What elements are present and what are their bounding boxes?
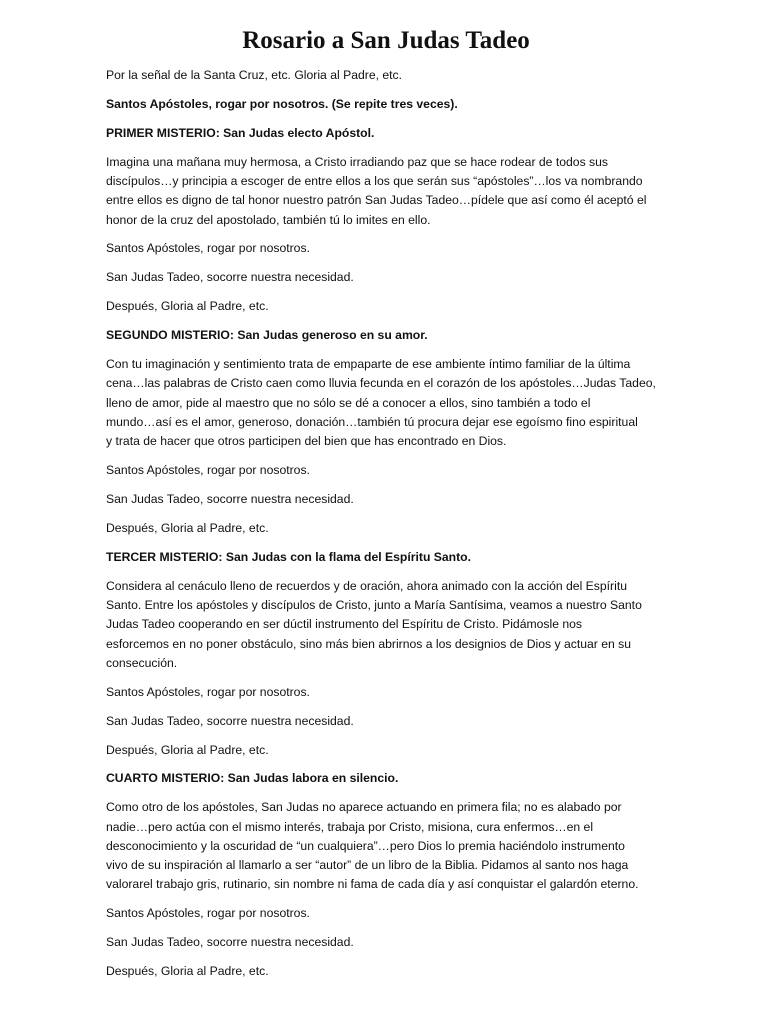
paragraph — [106, 962, 666, 981]
paragraph — [106, 798, 666, 894]
text-line: Imagina una mañana muy hermosa, a Cristo irradiando paz que se hace rodear de todos sus — [106, 154, 609, 169]
section-heading — [106, 548, 666, 567]
paragraph — [106, 519, 666, 538]
text-line: TERCER MISTERIO: San Judas con la flama del Espíritu Santo. — [106, 549, 472, 564]
text-line: consecución. — [106, 655, 178, 670]
paragraph — [106, 577, 666, 673]
text-line: esforcemos en no poner obstáculo, sino más bien abrirnos a los designios de Dios y actuar en su — [106, 636, 632, 651]
text-line: mundo…así es el amor, generoso, donación…también tú procura dejar ese egoísmo fino espiritual — [106, 414, 638, 429]
document-body — [106, 66, 666, 981]
paragraph — [106, 355, 666, 451]
text-line: San Judas Tadeo, socorre nuestra necesidad. — [106, 713, 354, 728]
text-line: honor de la cruz del apostolado, también tú lo imites en ello. — [106, 212, 431, 227]
text-line: valorarel trabajo gris, rutinario, sin nombre ni fama de cada día y así conquistar el galardón eterno. — [106, 877, 639, 892]
text-line: Considera al cenáculo lleno de recuerdos y de oración, ahora animado con la acción del Espíritu — [106, 578, 627, 593]
section-heading — [106, 769, 666, 788]
paragraph — [106, 741, 666, 760]
paragraph — [106, 712, 666, 731]
text-line: Judas Tadeo cooperando en ser dúctil instrumento del Espíritu de Cristo. Pidámosle nos — [106, 617, 583, 632]
text-line: desconocimiento y la oscuridad de “un cualquiera”…pero Dios lo premia haciéndolo instrumento — [106, 838, 625, 853]
text-line: Después, Gloria al Padre, etc. — [106, 742, 269, 757]
paragraph — [106, 683, 666, 702]
paragraph — [106, 933, 666, 952]
text-line: Santo. Entre los apóstoles y discípulos de Cristo, junto a María Santísima, veamos a nuestro Santo — [106, 597, 642, 612]
text-line: Santos Apóstoles, rogar por nosotros. — [106, 684, 310, 699]
text-line: San Judas Tadeo, socorre nuestra necesidad. — [106, 935, 354, 950]
text-line: cena…las palabras de Cristo caen como lluvia fecunda en el corazón de los apóstoles…Judas Tadeo, — [106, 376, 656, 391]
text-line: Después, Gloria al Padre, etc. — [106, 520, 269, 535]
text-line: CUARTO MISTERIO: San Judas labora en silencio. — [106, 771, 399, 786]
text-line: Por la señal de la Santa Cruz, etc. Gloria al Padre, etc. — [106, 68, 403, 82]
paragraph — [106, 268, 666, 287]
document-title: Rosario a San Judas Tadeo — [242, 27, 530, 54]
paragraph — [106, 490, 666, 509]
text-line: Después, Gloria al Padre, etc. — [106, 299, 269, 314]
text-line: Como otro de los apóstoles, San Judas no aparece actuando en primera fila; no es alabado por — [106, 800, 622, 815]
paragraph — [106, 239, 666, 258]
section-heading — [106, 95, 666, 114]
paragraph — [106, 904, 666, 923]
text-line: Santos Apóstoles, rogar por nosotros. — [106, 906, 310, 921]
text-line: Santos Apóstoles, rogar por nosotros. — [106, 241, 310, 256]
section-heading — [106, 124, 666, 143]
paragraph — [106, 297, 666, 316]
text-line: vivo de su inspiración al llamarlo a ser “autor” de un libro de la Biblia. Pidamos al santo nos haga — [106, 858, 629, 873]
text-line: lleno de amor, pide al maestro que no sólo se dé a conocer a ellos, sino también a todo el — [106, 395, 591, 410]
text-line: Con tu imaginación y sentimiento trata de empaparte de ese ambiente íntimo familiar de la última — [106, 357, 631, 372]
paragraph — [106, 461, 666, 480]
text-line: Después, Gloria al Padre, etc. — [106, 964, 269, 979]
text-line: discípulos…y principia a escoger de entre ellos a los que serán sus “apóstoles”…los va nombrando — [106, 173, 643, 188]
section-heading — [106, 326, 666, 345]
paragraph — [106, 153, 666, 230]
text-line: y trata de hacer que otros participen del bien que has encontrado en Dios. — [106, 434, 507, 449]
text-line: San Judas Tadeo, socorre nuestra necesidad. — [106, 491, 354, 506]
text-line: PRIMER MISTERIO: San Judas electo Apóstol. — [106, 125, 375, 140]
text-line: entre ellos es digno de tal honor nuestro patrón San Judas Tadeo…pídele que así como él aceptó el — [106, 193, 647, 208]
document-page — [106, 26, 666, 991]
text-line: San Judas Tadeo, socorre nuestra necesidad. — [106, 270, 354, 285]
text-line: Santos Apóstoles, rogar por nosotros. (Se repite tres veces). — [106, 96, 458, 111]
paragraph — [106, 66, 666, 85]
text-line: nadie…pero actúa con el mismo interés, trabaja por Cristo, misiona, cura enfermos…en el — [106, 819, 594, 834]
text-line: Santos Apóstoles, rogar por nosotros. — [106, 463, 310, 478]
text-line: SEGUNDO MISTERIO: San Judas generoso en su amor. — [106, 328, 428, 343]
